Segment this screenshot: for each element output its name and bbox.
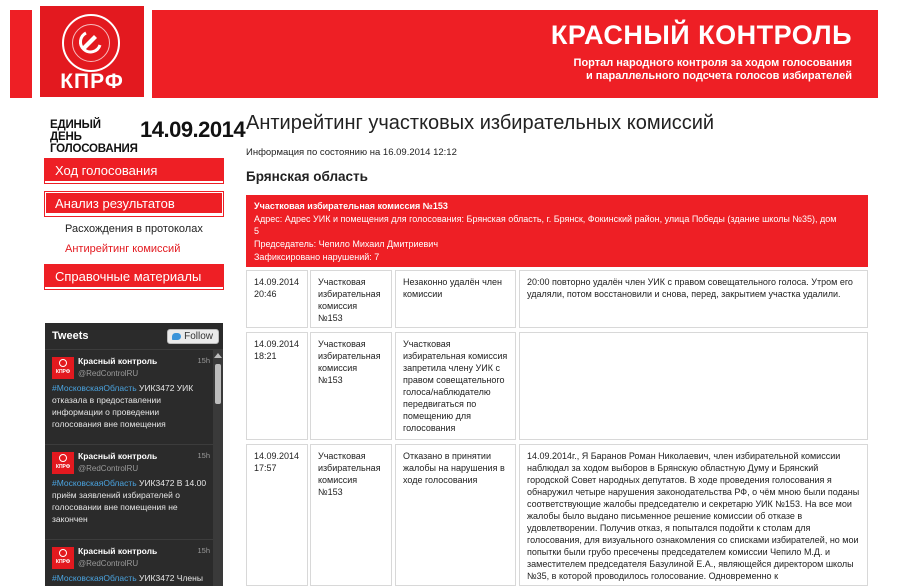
- tweet-author-name[interactable]: Красный контроль: [78, 546, 158, 556]
- scrollbar-thumb[interactable]: [215, 364, 221, 404]
- violation-details: 14.09.2014г., Я Баранов Роман Николаевич, член избирательной комиссии наблюдал за ходом выборов в Брянскую областную Думу и Брянский городской Совет народных депутатов. В ходе проведения голосования я обнаружил четыре нарушения законодательства РФ, о чём мною были поданы соответствующие жалобы председателю и секретарю УИК №153. На все мои жалобы было выдано письменное решение комиссии об отказе в удовлетворении. Получив отказ, я попытался подойти к столам для голосования, для визуального ознакомления со списками избирателей, но мои попытки были грубо пресечены председателем комиссии Чепило М.Д. и заместителем председателя Базулиной Е.А., являющейся директором школы №35, в которой проводилось голосование. Одновременно к: [519, 444, 868, 586]
- violation-commission: Участковая избирательная комиссия №153: [310, 332, 392, 440]
- violation-commission: Участковая избирательная комиссия №153: [310, 444, 392, 586]
- commission-address: Адрес: Адрес УИК и помещения для голосования: Брянская область, г. Брянск, Фокинский район, улица Победы (здание школы №35), дом: [254, 214, 837, 224]
- tweet-text: #МосковскаяОбласть УИК3472 УИК отказала в предоставлении информации о проведении голосования вне помещения: [52, 383, 194, 429]
- party-logo[interactable]: [32, 0, 152, 103]
- election-date: 14.09.2014: [140, 117, 246, 142]
- avatar[interactable]: КПРФ: [52, 547, 74, 569]
- violation-type: Отказано в принятии жалобы на нарушения в ходе голосования: [395, 444, 516, 586]
- menu-item-results-analysis[interactable]: Анализ результатов: [45, 192, 223, 216]
- violation-datetime: 14.09.2014 18:21: [246, 332, 308, 440]
- tweet-time[interactable]: 15h: [197, 451, 210, 460]
- tweet-item[interactable]: [45, 350, 213, 445]
- violation-type: Незаконно удалён член комиссии: [395, 270, 516, 328]
- tweet-scrollbar[interactable]: [213, 350, 223, 586]
- violation-datetime: 14.09.2014 17:57: [246, 444, 308, 586]
- violation-type: Участковая избирательная комиссия запретила члену УИК с правом совещательного голоса/наблюдателю передвигаться по помещению для голосования: [395, 332, 516, 440]
- tweet-text: #МосковскаяОбласть УИК3472 Члены: [52, 573, 203, 583]
- twitter-bird-icon: [172, 333, 181, 340]
- violation-row: [246, 270, 868, 328]
- site-subtitle: [574, 57, 852, 83]
- tweet-author-handle[interactable]: @RedControlRU: [78, 464, 139, 473]
- tweet-author-handle[interactable]: @RedControlRU: [78, 559, 139, 568]
- violation-details: 20:00 повторно удалён член УИК с правом совещательного голоса. Утром его удаляли, потом восстановили и снова, перед, закрытием участка удалили.: [519, 270, 868, 328]
- page-title: Антирейтинг участковых избирательных комиссий: [246, 112, 715, 134]
- hashtag-link[interactable]: #МосковскаяОбласть: [52, 573, 137, 583]
- tweet-author-name[interactable]: Красный контроль: [78, 356, 158, 366]
- twitter-widget: [45, 323, 223, 586]
- commission-name: Участковая избирательная комиссия №153: [254, 201, 448, 211]
- menu-item-voting-progress[interactable]: Ход голосования: [45, 159, 223, 183]
- hammer-sickle-icon: [62, 14, 120, 72]
- election-day-banner: [50, 117, 246, 155]
- commission-chairman: Председатель: Чепило Михаил Дмитриевич: [254, 239, 439, 249]
- hashtag-link[interactable]: #МосковскаяОбласть: [52, 383, 137, 393]
- violation-row: [246, 332, 868, 440]
- subtitle-line-2: и параллельного подсчета голосов избирателей: [585, 70, 852, 82]
- tweet-author-name[interactable]: Красный контроль: [78, 451, 158, 461]
- tweet-time[interactable]: 15h: [197, 546, 210, 555]
- subtitle-line-1: Портал народного контроля за ходом голосования: [573, 57, 852, 69]
- avatar[interactable]: КПРФ: [52, 357, 74, 379]
- tweet-item[interactable]: [45, 540, 213, 586]
- scroll-up-icon[interactable]: [214, 353, 222, 358]
- commission-violations-count: Зафиксировано нарушений: 7: [254, 252, 380, 262]
- region-heading: Брянская область: [246, 169, 368, 184]
- hashtag-link[interactable]: #МосковскаяОбласть: [52, 478, 137, 488]
- election-day-label: ЕДИНЫЙ ДЕНЬ ГОЛОСОВАНИЯ: [50, 119, 138, 155]
- commission-header: [246, 195, 868, 267]
- tweet-author-handle[interactable]: @RedControlRU: [78, 369, 139, 378]
- info-timestamp: Информация по состоянию на 16.09.2014 12:12: [246, 147, 457, 158]
- commission-address-cont: 5: [254, 226, 260, 236]
- submenu-item-commission-antirating[interactable]: Антирейтинг комиссий: [65, 243, 181, 255]
- tweet-item[interactable]: [45, 445, 213, 540]
- follow-button[interactable]: Follow: [167, 329, 219, 344]
- twitter-widget-title: Tweets: [52, 330, 89, 342]
- tweet-text: #МосковскаяОбласть УИК3472 В 14.00 приём заявлений избирателей о голосовании вне помещения не закончен: [52, 478, 207, 524]
- site-title: КРАСНЫЙ КОНТРОЛЬ: [550, 20, 852, 50]
- violation-commission: Участковая избирательная комиссия №153: [310, 270, 392, 328]
- avatar[interactable]: КПРФ: [52, 452, 74, 474]
- submenu-item-protocol-discrepancies[interactable]: Расхождения в протоколах: [65, 223, 203, 235]
- twitter-widget-header: [45, 323, 223, 350]
- logo-text: КПРФ: [60, 70, 124, 93]
- violation-row: [246, 444, 868, 586]
- violation-details: [519, 332, 868, 440]
- menu-item-reference-materials[interactable]: Справочные материалы: [45, 265, 223, 289]
- tweet-list: [45, 350, 213, 586]
- tweet-time[interactable]: 15h: [197, 356, 210, 365]
- logo-emblem: [40, 6, 144, 97]
- violation-datetime: 14.09.2014 20:46: [246, 270, 308, 328]
